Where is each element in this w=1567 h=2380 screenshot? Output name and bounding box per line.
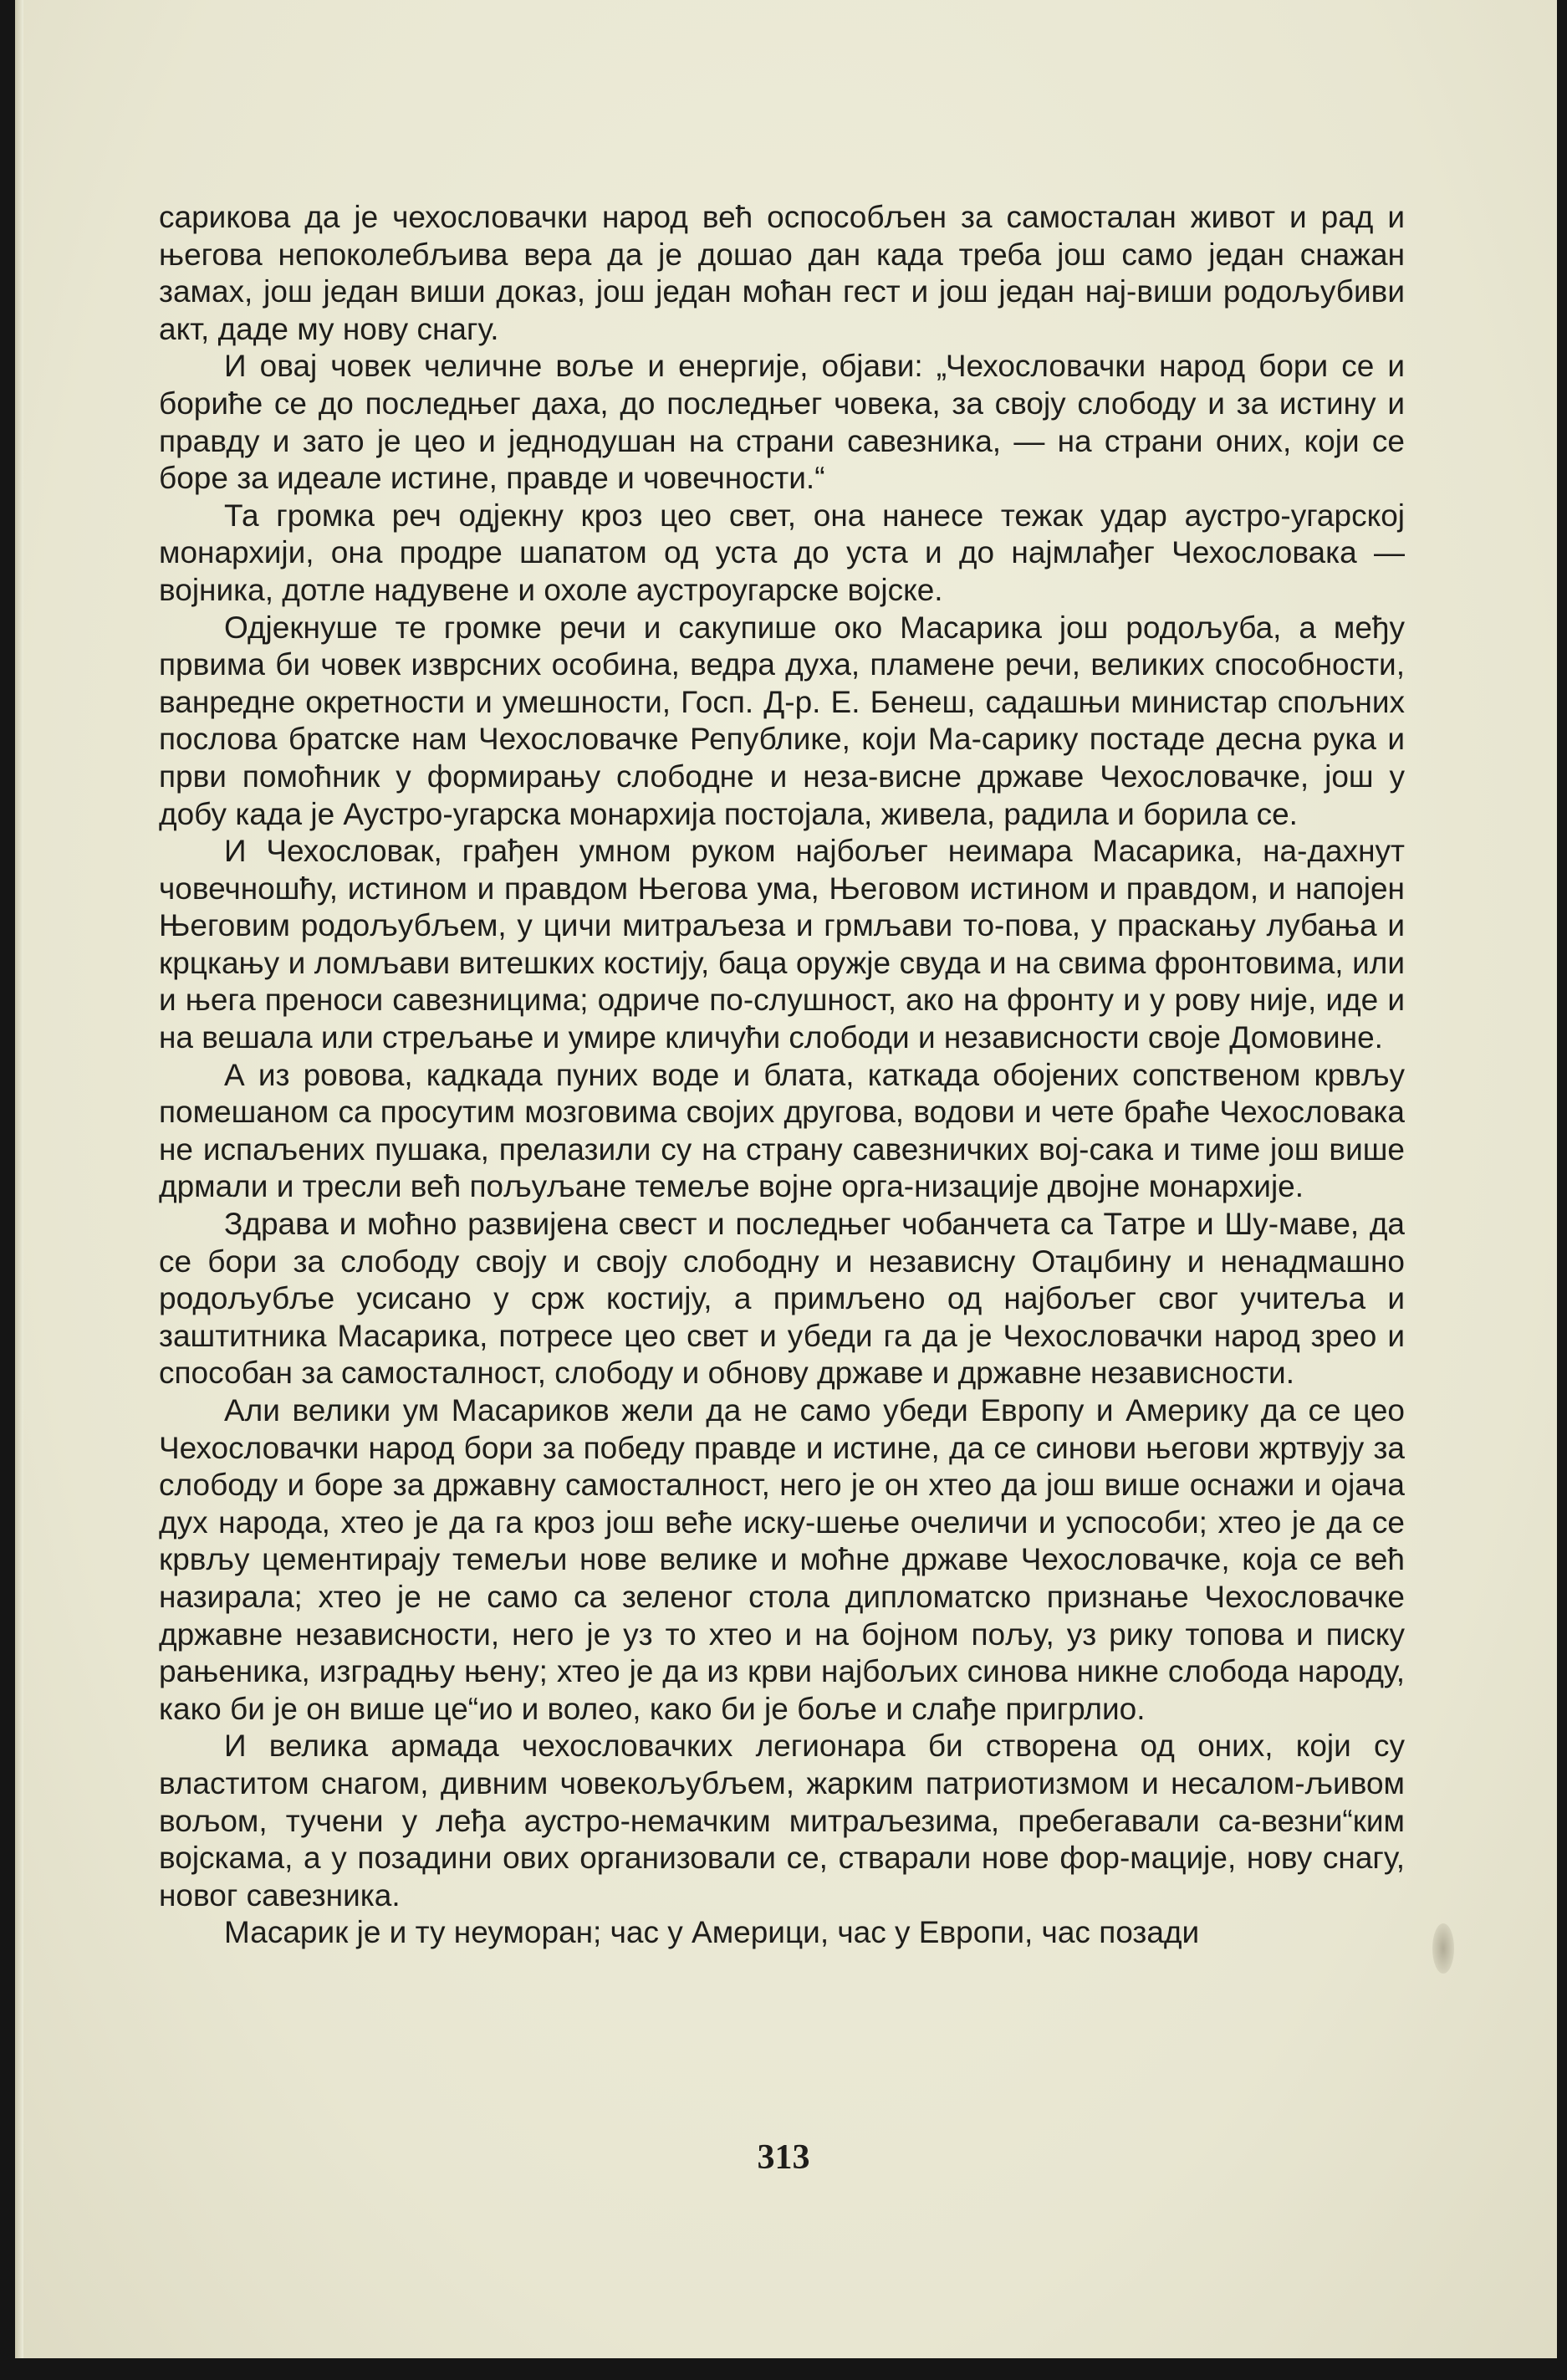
page-number: 313 — [757, 2138, 810, 2177]
paragraph: И овај човек челичне воље и енергије, објави: „Чехословачки народ бори се и бориће се до последњег даха, до последњег човека, за своју слободу и за истину и правду и зато је цео и једнодушан на страни савезника, — на страни оних, који се боре за идеале истине, правде и човечности.“ — [159, 349, 1405, 496]
body-text — [159, 199, 1405, 1952]
page-binding-edge — [15, 0, 23, 2358]
paragraph: Та громка реч одјекну кроз цео свет, она нанесе тежак удар аустро-угарској монархији, она продре шапатом од уста до уста и до најмлађег Чехословака — војника, дотле надувене и охоле аустроугарске војске. — [159, 498, 1405, 607]
paragraph: Масарик је и ту неуморан; час у Америци, час у Европи, час позади — [224, 1915, 1200, 1950]
paragraph: И Чехословак, грађен умном руком најбољег неимара Масарика, на-дахнут човечношћу, истином и правдом Његова ума, Његовом истином и правдом, и напојен Његовим родољубљем, у цичи митраљеза и грмљави то-пова, у праскању лубања и крцкању и ломљави витешких костију, баца оружје свуда и на свима фронтовима, или и њега преноси савезницима; одриче по-слушност, ако на фронту и у рову није, иде и на вешала или стрељање и умире кличући слободи и независности своје Домовине. — [159, 834, 1405, 1055]
paragraph: Здрава и моћно развијена свест и последњег чобанчета са Татре и Шу-маве, да се бори за слободу своју и своју слободну и независну Отаџбину и ненадмашно родољубље усисано у срж костију, а примљено од најбољег свог учитеља и заштитника Масарика, потресе цео свет и убеди га да је Чехословачки народ зрео и способан за самосталност, слободу и обнову државе и државне независности. — [159, 1207, 1405, 1391]
ink-smudge — [1432, 1923, 1454, 1974]
paragraph: Али велики ум Масариков жели да не само убеди Европу и Америку да се цео Чехословачки народ бори за победу правде и истине, да се синови његови жртвују за слободу и боре за државну самосталност, него је он хтео да још више оснажи и ојача дух народа, хтео је да га кроз још веће иску-шење очеличи и успособи; хтео је да се крвљу цементирају темељи нове велике и моћне државе Чехословачке, која се већ назирала; хтео је не само са зеленог стола дипломатско признање Чехословачке државне независности, него је уз то хтео и на бојном пољу, уз рику топова и писку рањеника, изградњу њену; хтео је да из крви најбољих синова никне слобода народу, како би је он више це“ио и волео, како би је боље и слађе пригрлио. — [159, 1393, 1405, 1726]
paragraph: Одјекнуше те громке речи и сакупише око Масарика још родољуба, а међу првима би човек изврсних особина, ведра духа, пламене речи, великих способности, ванредне окретности и умешности, Госп. Д-р. Е. Бенеш, садашњи министар спољних послова братске нам Чехословачке Републике, који Ма-сарику постаде десна рука и први помоћник у формирању слободне и неза-висне државе Чехословачке, још у добу када је Аустро-угарска монархија постојала, живела, радила и борила се. — [159, 610, 1405, 831]
paragraph: А из ровова, кадкада пуних воде и блата, каткада обојених сопственом крвљу помешаном са просутим мозговима својих другова, водови и чете браће Чехословака не испаљених пушака, прелазили су на страну савезничких вој-сака и тиме још више дрмали и тресли већ пољуљане темеље војне орга-низације двојне монархије. — [159, 1057, 1405, 1204]
paragraph: сарикова да је чехословачки народ већ оспособљен за самосталан живот и рад и његова непоколебљива вера да је дошао дан када треба још само један снажан замах, још један виши доказ, још један моћан гест и још један нај-виши родољубиви акт, даде му нову снагу. — [159, 200, 1405, 346]
paragraph: И велика армада чехословачких легионара би створена од оних, који су властитом снагом, дивним човекољубљем, жарким патриотизмом и несалом-љивом вољом, тучени у леђа аустро-немачким митраљезима, пребегавали са-везни“ким војскама, а у позадини ових организовали се, стварали нове фор-мације, нову снагу, новог савезника. — [159, 1729, 1405, 1913]
